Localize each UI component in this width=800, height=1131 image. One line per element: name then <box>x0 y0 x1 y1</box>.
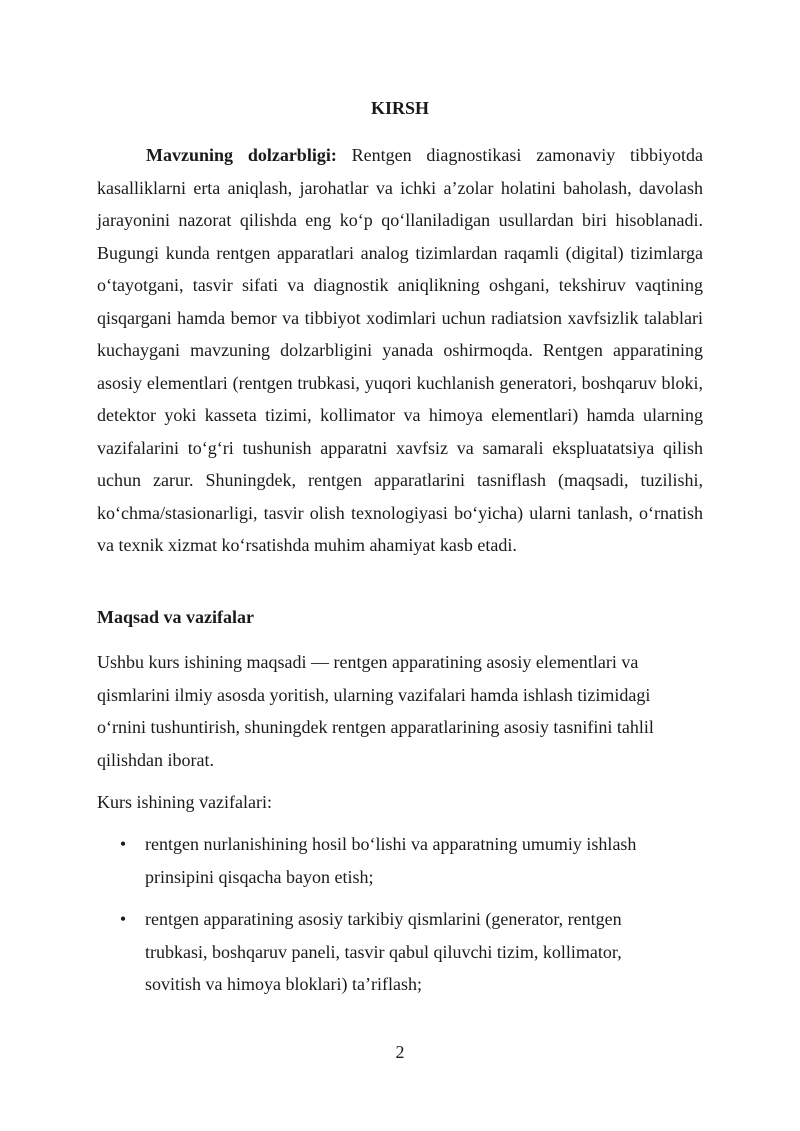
section-heading: Maqsad va vazifalar <box>97 607 254 627</box>
task-list <box>97 828 677 893</box>
bullet-icon: • <box>119 834 127 854</box>
aim-paragraph: Ushbu kurs ishining maqsadi — rentgen apparatining asosiy elementlari va qismlarini ilmiy asosda yoritish, ularning vazifalari hamda ishlash tizimidagi o‘rnini tushuntirish, shuningdek rentgen apparatlarining asosiy tasnifini tahlil qilishdan iborat. <box>97 652 654 770</box>
task-list <box>97 903 677 1001</box>
list-item <box>97 828 677 893</box>
relevance-lead: Mavzuning dolzarbligi: <box>146 145 337 165</box>
list-item-text: rentgen apparatining asosiy tarkibiy qismlarini (generator, rentgen trubkasi, boshqaruv paneli, tasvir qabul qiluvchi tizim, kollimator, sovitish va himoya bloklari) ta’riflash; <box>145 909 622 994</box>
page-title: KIRSH <box>370 98 430 118</box>
relevance-text: Rentgen diagnostikasi zamonaviy tibbiyotda kasalliklarni erta aniqlash, jarohatlar va ichki a’zolar holatini baholash, davolash jarayonini nazorat qilishda eng ko‘p qo‘llaniladigan usullardan biri hisoblanadi. Bugungi kunda rentgen apparatlari analog tizimlardan raqamli (digital) tizimlarga o‘tayotgani, tasvir sifati va diagnostik aniqlikning oshgani, tekshiruv vaqtining qisqargani hamda bemor va tibbiyot xodimlari uchun radiatsion xavfsizlik talablari kuchaygani mavzuning dolzarbligini yanada oshirmoqda. Rentgen apparatining asosiy elementlari (rentgen trubkasi, yuqori kuchlanish generatori, boshqaruv bloki, detektor yoki kasseta tizimi, kollimator va himoya elementlari) hamda ularning vazifalarini to‘g‘ri tushunish apparatni xavfsiz va samarali ekspluatatsiya qilish uchun zarur. Shuningdek, rentgen apparatlarini tasniflash (maqsadi, tuzilishi, ko‘chma/stasionarligi, tasvir olish texnologiyasi bo‘yicha) ularni tanlash, o‘rnatish va texnik xizmat ko‘rsatishda muhim ahamiyat kasb etadi. <box>97 145 703 555</box>
bullet-icon: • <box>119 909 127 929</box>
tasks-intro: Kurs ishining vazifalari: <box>97 792 272 812</box>
relevance-paragraph <box>97 139 703 562</box>
page-number: 2 <box>395 1042 405 1062</box>
list-item <box>97 903 677 1001</box>
list-item-text: rentgen nurlanishining hosil bo‘lishi va apparatning umumiy ishlash prinsipini qisqacha bayon etish; <box>145 834 637 887</box>
